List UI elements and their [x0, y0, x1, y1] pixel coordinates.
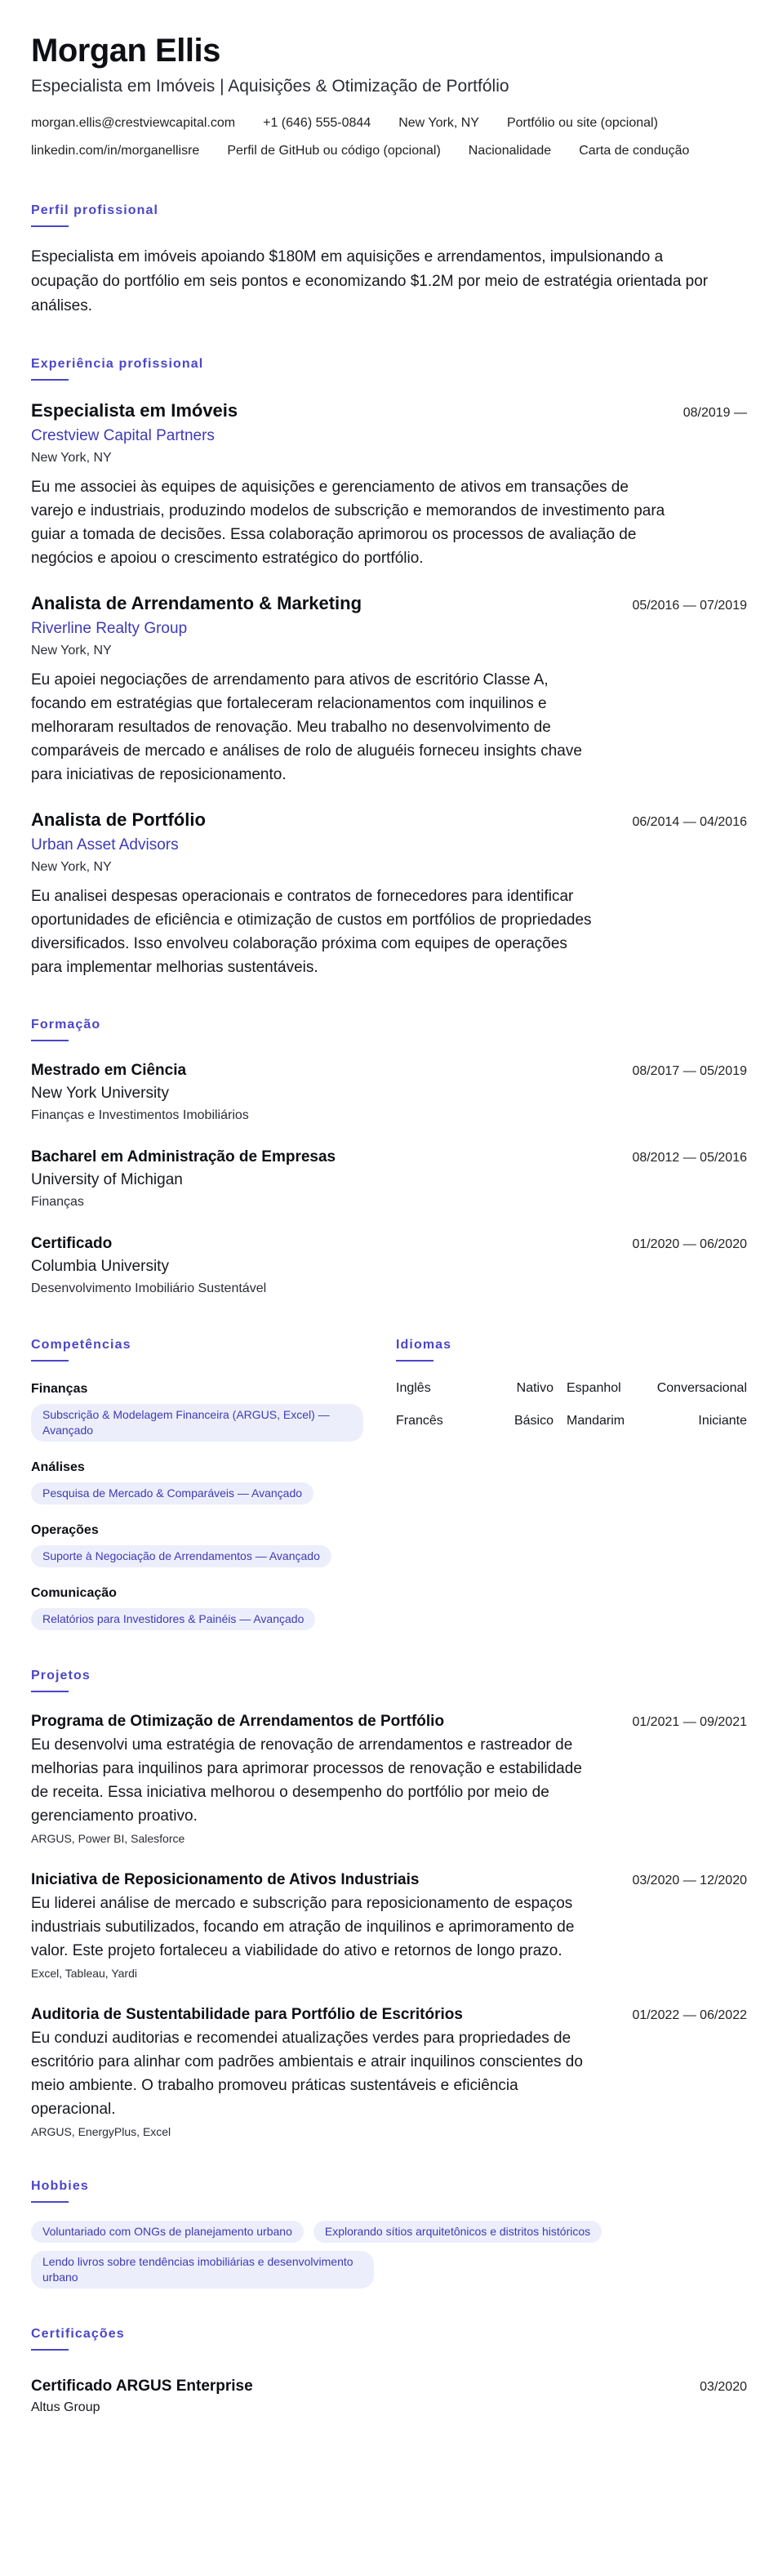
school-name: New York University [31, 1085, 169, 1102]
language-level: Nativo [516, 1381, 553, 1395]
job-dates: 06/2014 — 04/2016 [632, 815, 747, 829]
section-title-hobbies: Hobbies [31, 2179, 89, 2193]
hobbies-section [31, 2178, 747, 2289]
skill-group [31, 1379, 363, 1442]
section-title-experience: Experiência profissional [31, 357, 204, 371]
certification-issuer: Altus Group [31, 2400, 100, 2414]
degree-name: Certificado [31, 1235, 113, 1252]
experience-entry [31, 399, 747, 570]
resume-header [31, 31, 747, 165]
language-list [396, 1379, 747, 1430]
skill-group [31, 1521, 363, 1567]
project-tools: Excel, Tableau, Yardi [31, 1967, 137, 1980]
skill-chip: Pesquisa de Mercado & Comparáveis — Avançado [31, 1482, 313, 1504]
experience-entry [31, 591, 747, 787]
section-divider [31, 1691, 69, 1692]
section-divider [31, 379, 69, 381]
section-divider [31, 1360, 69, 1362]
section-title-education: Formação [31, 1018, 101, 1032]
certification-date: 03/2020 [700, 2380, 747, 2394]
education-section [31, 1017, 747, 1299]
field-of-study: Finanças [31, 1195, 84, 1209]
section-title-summary: Perfil profissional [31, 203, 159, 217]
projects-section [31, 1668, 747, 2141]
section-divider [31, 1040, 69, 1041]
company-name: Riverline Realty Group [31, 620, 188, 637]
experience-section [31, 356, 747, 979]
job-description: Eu apoiei negociações de arrendamento para ativos de escritório Classe A, focando em estratégias que fortaleceram relacionamentos com inquilinos e melhoraram resultados de renovação. Meu trabalho no desenvolvimento de comparáveis de mercado e análises de rolo de aluguéis forneceu insights chave para iniciativas de reposicionamento. [31, 671, 582, 783]
education-entry [31, 1232, 747, 1299]
job-description: Eu analisei despesas operacionais e contratos de fornecedores para identificar oportunidades de eficiência e otimização de custos em portfólios de propriedades diversificados. Isso envolveu colaboração próxima com equipes de operações para implementar melhorias sustentáveis. [31, 888, 592, 976]
contact-portfolio[interactable]: Portfólio ou site (opcional) [506, 116, 658, 130]
languages-section [396, 1337, 747, 1630]
education-entry [31, 1146, 747, 1213]
skill-group [31, 1584, 363, 1630]
degree-name: Bacharel em Administração de Empresas [31, 1148, 336, 1165]
skills-section [31, 1337, 363, 1630]
certifications-section [31, 2326, 747, 2418]
section-divider [31, 2349, 69, 2351]
contact-phone[interactable]: +1 (646) 555-0844 [263, 116, 371, 130]
project-tools: ARGUS, Power BI, Salesforce [31, 1832, 185, 1845]
project-dates: 01/2021 — 09/2021 [632, 1715, 747, 1729]
section-title-certifications: Certificações [31, 2327, 125, 2341]
hobby-chip: Explorando sítios arquitetônicos e distritos históricos [313, 2221, 602, 2243]
degree-name: Mestrado em Ciência [31, 1062, 187, 1079]
project-tools: ARGUS, EnergyPlus, Excel [31, 2125, 171, 2138]
contact-linkedin[interactable]: linkedin.com/in/morganellisre [31, 144, 200, 158]
language-name: Inglês [396, 1381, 431, 1395]
hobby-list [31, 2221, 684, 2289]
section-divider [31, 225, 69, 227]
project-dates: 01/2022 — 06/2022 [632, 2008, 747, 2022]
job-dates: 08/2019 — [682, 406, 747, 420]
section-title-skills: Competências [31, 1338, 131, 1352]
job-dates: 05/2016 — 07/2019 [632, 599, 747, 613]
skill-group [31, 1458, 363, 1504]
contact-email[interactable]: morgan.ellis@crestviewcapital.com [31, 116, 236, 130]
summary-text: Especialista em imóveis apoiando $180M em aquisições e arrendamentos, impulsionando a ocupação do portfólio em seis pontos e economizando $1.2M por meio de estratégia orientada por análises. [31, 248, 709, 314]
education-dates: 01/2020 — 06/2020 [632, 1237, 747, 1251]
hobby-chip: Lendo livros sobre tendências imobiliárias e desenvolvimento urbano [31, 2251, 374, 2289]
contact-github[interactable]: Perfil de GitHub ou código (opcional) [227, 144, 441, 158]
project-description: Eu liderei análise de mercado e subscrição para reposicionamento de espaços industriais subutilizados, focando em atração de inquilinos e aprimoramento de valor. Este projeto fortaleceu a viabilidade do ativo e retornos de longo prazo. [31, 1895, 575, 1959]
certification-entry [31, 2375, 747, 2418]
skill-category: Comunicação [31, 1586, 117, 1600]
language-level: Conversacional [656, 1381, 747, 1395]
hobby-chip: Voluntariado com ONGs de planejamento urbano [31, 2221, 304, 2243]
job-title: Analista de Portfólio [31, 809, 206, 830]
field-of-study: Desenvolvimento Imobiliário Sustentável [31, 1281, 267, 1295]
language-name: Francês [396, 1414, 443, 1428]
skill-chip: Suporte à Negociação de Arrendamentos — Avançado [31, 1545, 331, 1567]
company-name: Urban Asset Advisors [31, 836, 179, 853]
skill-category: Operações [31, 1523, 99, 1537]
field-of-study: Finanças e Investimentos Imobiliários [31, 1108, 249, 1122]
skill-chip: Relatórios para Investidores & Painéis — Avançado [31, 1608, 315, 1630]
project-name: Iniciativa de Reposicionamento de Ativos Industriais [31, 1871, 420, 1888]
section-divider [31, 2201, 69, 2203]
education-dates: 08/2012 — 05/2016 [632, 1151, 747, 1165]
job-location: New York, NY [31, 644, 112, 657]
section-title-projects: Projetos [31, 1669, 91, 1682]
school-name: University of Michigan [31, 1171, 183, 1188]
experience-entry [31, 808, 747, 979]
language-level: Básico [513, 1414, 553, 1428]
project-dates: 03/2020 — 12/2020 [632, 1874, 747, 1887]
language-level: Iniciante [698, 1414, 747, 1428]
skill-category: Finanças [31, 1382, 88, 1396]
contact-nationality: Nacionalidade [468, 144, 552, 158]
project-entry [31, 1710, 747, 1847]
school-name: Columbia University [31, 1258, 169, 1275]
project-entry [31, 2003, 747, 2141]
section-divider [396, 1360, 433, 1362]
job-title: Analista de Arrendamento & Marketing [31, 593, 362, 613]
skill-category: Análises [31, 1460, 85, 1474]
project-name: Programa de Otimização de Arrendamentos de Portfólio [31, 1713, 445, 1730]
candidate-headline: Especialista em Imóveis | Aquisições & Otimização de Portfólio [31, 77, 509, 96]
language-name: Espanhol [567, 1381, 621, 1395]
certification-name: Certificado ARGUS Enterprise [31, 2378, 253, 2395]
job-location: New York, NY [31, 860, 112, 874]
project-entry [31, 1869, 747, 1982]
contact-location: New York, NY [398, 116, 479, 130]
job-description: Eu me associei às equipes de aquisições e gerenciamento de ativos em transações de varejo e industriais, produzindo modelos de subscrição e memorandos de investimento para guiar a tomada de decisões. Essa colaboração aprimorou os processos de avaliação de negócios e apoiou o crescimento estratégico do portfólio. [31, 479, 665, 567]
contact-driving-license: Carta de condução [579, 144, 690, 158]
section-title-languages: Idiomas [396, 1338, 452, 1352]
company-name: Crestview Capital Partners [31, 427, 215, 444]
contact-list [31, 109, 758, 165]
job-location: New York, NY [31, 451, 112, 465]
education-entry [31, 1059, 747, 1126]
project-name: Auditoria de Sustentabilidade para Portfólio de Escritórios [31, 2006, 463, 2023]
education-dates: 08/2017 — 05/2019 [632, 1064, 747, 1078]
skills-languages-row [31, 1337, 747, 1630]
project-description: Eu conduzi auditorias e recomendei atualizações verdes para propriedades de escritório para alinhar com padrões ambientais e atrair inquilinos conscientes do meio ambiente. O trabalho promoveu práticas sustentáveis e eficiência operacional. [31, 2030, 583, 2118]
summary-section [31, 203, 747, 319]
job-title: Especialista em Imóveis [31, 400, 238, 421]
project-description: Eu desenvolvi uma estratégia de renovação de arrendamentos e rastreador de melhorias para inquilinos para aprimorar processos de renovação e estabilidade de receita. Essa iniciativa melhorou o desempenho do portfólio por meio de gerenciamento proativo. [31, 1736, 582, 1825]
candidate-name: Morgan Ellis [31, 33, 220, 69]
skill-chip: Subscrição & Modelagem Financeira (ARGUS, Excel) — Avançado [31, 1404, 363, 1442]
language-name: Mandarim [567, 1414, 625, 1428]
